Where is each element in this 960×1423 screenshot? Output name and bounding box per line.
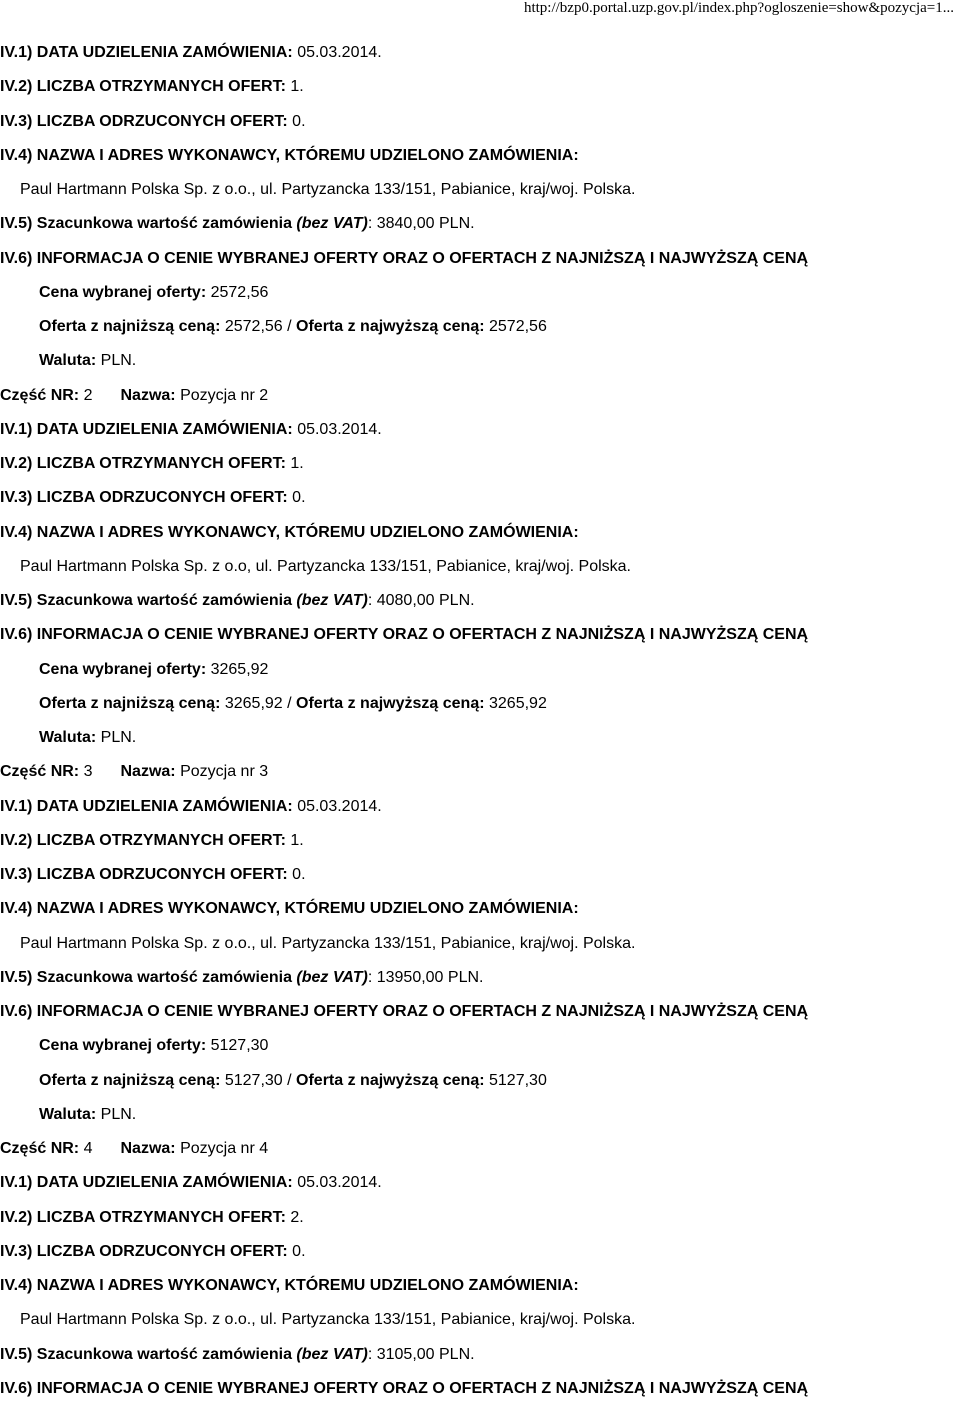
offers-received-value: 1.	[290, 831, 304, 849]
currency-value: PLN.	[100, 352, 137, 370]
estimated-value-line: IV.5) Szacunkowa wartość zamówienia (bez VAT): 3840,00 PLN.	[0, 215, 475, 233]
part-name-label: Nazwa:	[120, 1140, 176, 1157]
selected-price-line	[0, 276, 960, 310]
document-body	[0, 36, 960, 1406]
highest-price-value: 3265,92	[489, 694, 547, 712]
price-info-heading: IV.6) INFORMACJA O CENIE WYBRANEJ OFERTY ORAZ O OFERTACH Z NAJNIŻSZĄ I NAJWYŻSZĄ CENĄ	[0, 1003, 809, 1020]
offers-received-line	[0, 70, 960, 104]
offers-rejected-label: IV.3) LICZBA ODRZUCONYCH OFERT:	[0, 1242, 288, 1260]
estimated-value-note: (bez VAT)	[296, 1345, 368, 1363]
contractor-value: Paul Hartmann Polska Sp. z o.o., ul. Partyzancka 133/151, Pabianice, kraj/woj. Polska.	[20, 181, 636, 198]
part-name-value: Pozycja nr 4	[180, 1140, 269, 1157]
contractor-label: IV.4) NAZWA I ADRES WYKONAWCY, KTÓREMU UDZIELONO ZAMÓWIENIA:	[0, 146, 579, 164]
estimated-value-note: (bez VAT)	[296, 968, 368, 986]
offers-received-label: IV.2) LICZBA OTRZYMANYCH OFERT:	[0, 78, 286, 96]
estimated-value: 4080,00 PLN.	[376, 592, 475, 609]
offers-received-line	[0, 447, 960, 481]
award-date-line	[0, 413, 960, 447]
currency-label: Waluta:	[39, 352, 97, 370]
highest-price-value: 2572,56	[489, 318, 547, 335]
selected-price-line	[0, 1029, 960, 1063]
offers-rejected-label: IV.3) LICZBA ODRZUCONYCH OFERT:	[0, 112, 288, 130]
part-name-value: Pozycja nr 2	[180, 386, 269, 404]
highest-price-label: Oferta z najwyższą ceną:	[296, 694, 485, 712]
highest-price-value: 5127,30	[489, 1071, 547, 1089]
estimated-value-note: (bez VAT)	[296, 215, 368, 233]
highest-price-label: Oferta z najwyższą ceną:	[296, 318, 485, 335]
selected-price-label: Cena wybranej oferty:	[39, 1037, 207, 1055]
estimated-value-label: IV.5) Szacunkowa wartość zamówienia	[0, 215, 292, 233]
contractor-heading	[0, 516, 960, 550]
currency-line	[0, 721, 960, 755]
selected-price-value: 2572,56	[210, 283, 269, 301]
lowest-price-label: Oferta z najniższą ceną:	[39, 1071, 221, 1089]
contractor-label: IV.4) NAZWA I ADRES WYKONAWCY, KTÓREMU UDZIELONO ZAMÓWIENIA:	[0, 1277, 579, 1294]
award-date-label: IV.1) DATA UDZIELENIA ZAMÓWIENIA:	[0, 1174, 293, 1192]
award-date-label: IV.1) DATA UDZIELENIA ZAMÓWIENIA:	[0, 797, 293, 815]
price-info-heading: IV.6) INFORMACJA O CENIE WYBRANEJ OFERTY ORAZ O OFERTACH Z NAJNIŻSZĄ I NAJWYŻSZĄ CENĄ	[0, 626, 809, 644]
estimated-value-note: (bez VAT)	[296, 592, 368, 609]
offers-received-value: 1.	[290, 78, 304, 96]
highest-price-label: Oferta z najwyższą ceną:	[296, 1071, 485, 1089]
award-date-label: IV.1) DATA UDZIELENIA ZAMÓWIENIA:	[0, 44, 293, 61]
award-date-label: IV.1) DATA UDZIELENIA ZAMÓWIENIA:	[0, 420, 293, 438]
offers-rejected-label: IV.3) LICZBA ODRZUCONYCH OFERT:	[0, 489, 288, 507]
offers-rejected-value: 0.	[292, 489, 306, 507]
estimated-value-line: IV.5) Szacunkowa wartość zamówienia (bez VAT): 13950,00 PLN.	[0, 968, 484, 986]
selected-price-value: 3265,92	[210, 660, 269, 678]
estimated-value-label: IV.5) Szacunkowa wartość zamówienia	[0, 1345, 292, 1363]
estimated-value-label: IV.5) Szacunkowa wartość zamówienia	[0, 592, 292, 609]
offers-rejected-value: 0.	[292, 1242, 306, 1260]
currency-value: PLN.	[100, 729, 137, 746]
estimated-value-line: IV.5) Szacunkowa wartość zamówienia (bez VAT): 4080,00 PLN.	[0, 592, 475, 609]
estimated-value-label: IV.5) Szacunkowa wartość zamówienia	[0, 968, 292, 986]
offers-rejected-line	[0, 1235, 960, 1269]
offers-received-label: IV.2) LICZBA OTRZYMANYCH OFERT:	[0, 831, 286, 849]
lowest-price-label: Oferta z najniższą ceną:	[39, 694, 221, 712]
contractor-value: Paul Hartmann Polska Sp. z o.o., ul. Partyzancka 133/151, Pabianice, kraj/woj. Polska.	[20, 1311, 636, 1329]
currency-label: Waluta:	[39, 1105, 97, 1123]
part-number-label: Część NR:	[0, 386, 80, 404]
selected-price-line	[0, 653, 960, 687]
selected-price-label: Cena wybranej oferty:	[39, 283, 207, 301]
offers-received-label: IV.2) LICZBA OTRZYMANYCH OFERT:	[0, 455, 286, 472]
offers-rejected-value: 0.	[292, 866, 306, 883]
offers-received-label: IV.2) LICZBA OTRZYMANYCH OFERT:	[0, 1208, 286, 1226]
lowest-price-value: 3265,92	[224, 694, 283, 712]
lowest-price-label: Oferta z najniższą ceną:	[39, 318, 221, 335]
currency-value: PLN.	[100, 1105, 137, 1123]
award-date-line	[0, 36, 960, 70]
award-date-value: 05.03.2014.	[297, 797, 382, 815]
offers-received-value: 1.	[290, 455, 304, 472]
price-info-heading: IV.6) INFORMACJA O CENIE WYBRANEJ OFERTY ORAZ O OFERTACH Z NAJNIŻSZĄ I NAJWYŻSZĄ CENĄ	[0, 249, 809, 267]
part-number-value: 2	[83, 386, 93, 404]
part-header	[0, 755, 960, 789]
selected-price-label: Cena wybranej oferty:	[39, 660, 207, 678]
selected-price-value: 5127,30	[210, 1037, 269, 1055]
contractor-heading	[0, 892, 960, 926]
estimated-value: 3840,00 PLN.	[376, 215, 475, 233]
contractor-heading	[0, 139, 960, 173]
price-range-line: Oferta z najniższą ceną: 2572,56 / Oferta z najwyższą ceną: 2572,56	[39, 318, 547, 335]
offers-rejected-label: IV.3) LICZBA ODRZUCONYCH OFERT:	[0, 866, 288, 883]
lowest-price-value: 2572,56	[224, 318, 283, 335]
currency-line	[0, 1098, 960, 1132]
offers-rejected-value: 0.	[292, 112, 306, 130]
part-name-value: Pozycja nr 3	[180, 763, 269, 781]
lowest-price-value: 5127,30	[224, 1071, 283, 1089]
price-info-heading: IV.6) INFORMACJA O CENIE WYBRANEJ OFERTY ORAZ O OFERTACH Z NAJNIŻSZĄ I NAJWYŻSZĄ CENĄ	[0, 1379, 809, 1397]
offers-rejected-line	[0, 481, 960, 515]
award-date-value: 05.03.2014.	[297, 1174, 382, 1192]
price-range-line: Oferta z najniższą ceną: 5127,30 / Oferta z najwyższą ceną: 5127,30	[39, 1071, 547, 1089]
estimated-value: 13950,00 PLN.	[376, 968, 484, 986]
offers-received-value: 2.	[290, 1208, 304, 1226]
contractor-value: Paul Hartmann Polska Sp. z o.o, ul. Partyzancka 133/151, Pabianice, kraj/woj. Polska.	[20, 557, 631, 575]
offers-received-line	[0, 824, 960, 858]
currency-line	[0, 344, 960, 378]
estimated-value-line: IV.5) Szacunkowa wartość zamówienia (bez VAT): 3105,00 PLN.	[0, 1345, 475, 1363]
offers-received-line	[0, 1201, 960, 1235]
part-number-label: Część NR:	[0, 763, 80, 781]
contractor-value: Paul Hartmann Polska Sp. z o.o., ul. Partyzancka 133/151, Pabianice, kraj/woj. Polska.	[20, 934, 636, 952]
contractor-heading	[0, 1269, 960, 1303]
award-date-line	[0, 790, 960, 824]
part-name-label: Nazwa:	[120, 763, 176, 781]
award-date-line	[0, 1166, 960, 1200]
part-number-label: Część NR:	[0, 1140, 80, 1157]
part-name-label: Nazwa:	[120, 386, 176, 404]
page-url: http://bzp0.portal.uzp.gov.pl/index.php?ogloszenie=show&pozycja=1...	[523, 0, 954, 16]
contractor-label: IV.4) NAZWA I ADRES WYKONAWCY, KTÓREMU UDZIELONO ZAMÓWIENIA:	[0, 900, 579, 918]
part-header	[0, 1132, 960, 1166]
award-date-value: 05.03.2014.	[297, 420, 382, 438]
price-range-line: Oferta z najniższą ceną: 3265,92 / Oferta z najwyższą ceną: 3265,92	[39, 694, 547, 712]
award-date-value: 05.03.2014.	[297, 44, 382, 61]
offers-rejected-line	[0, 858, 960, 892]
currency-label: Waluta:	[39, 729, 97, 746]
part-header	[0, 379, 960, 413]
offers-rejected-line	[0, 105, 960, 139]
part-number-value: 4	[83, 1140, 93, 1157]
estimated-value: 3105,00 PLN.	[376, 1345, 475, 1363]
part-number-value: 3	[83, 763, 93, 781]
contractor-label: IV.4) NAZWA I ADRES WYKONAWCY, KTÓREMU UDZIELONO ZAMÓWIENIA:	[0, 523, 579, 541]
